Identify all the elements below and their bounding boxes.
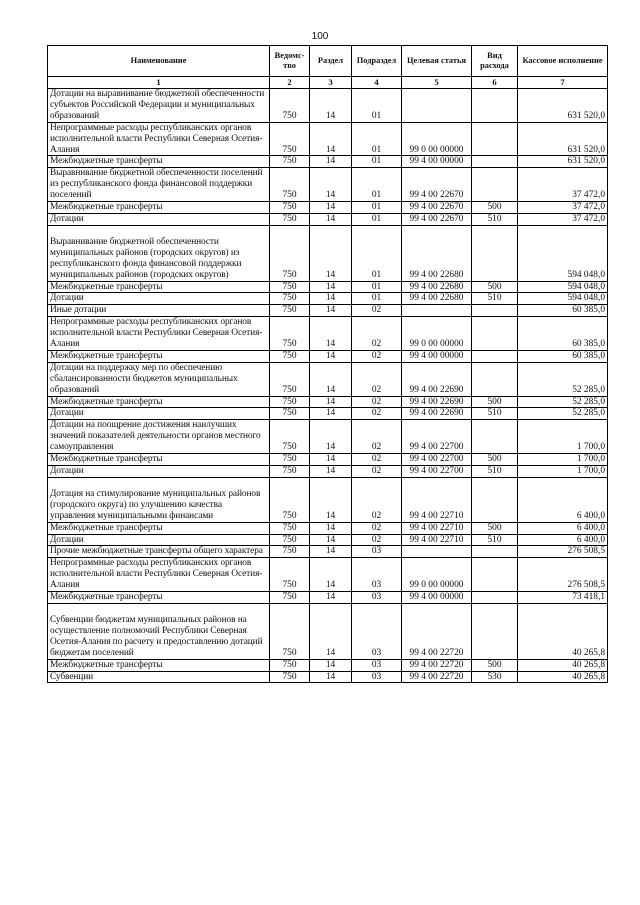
row-expense-type bbox=[472, 122, 518, 156]
row-expense-type bbox=[472, 546, 518, 558]
row-target-article: 99 4 00 22680 bbox=[402, 293, 472, 305]
row-expense-type: 500 bbox=[472, 202, 518, 214]
row-vedomstvo: 750 bbox=[270, 592, 310, 604]
row-vedomstvo: 750 bbox=[270, 89, 310, 123]
table-row bbox=[48, 546, 608, 558]
row-podrazdel: 02 bbox=[352, 305, 402, 317]
row-target-article: 99 4 00 22690 bbox=[402, 362, 472, 396]
col-number: 2 bbox=[270, 77, 310, 89]
row-amount: 276 508,5 bbox=[518, 546, 608, 558]
row-name: Дотации на поощрение достижения наилучших значений показателей деятельности органов местного самоуправления bbox=[48, 420, 270, 454]
col-header-vedomstvo: Ведомс-тво bbox=[270, 46, 310, 77]
row-vedomstvo: 750 bbox=[270, 558, 310, 592]
row-razdel: 14 bbox=[310, 477, 352, 522]
table-row bbox=[48, 213, 608, 225]
table-row bbox=[48, 89, 608, 123]
row-razdel: 14 bbox=[310, 225, 352, 281]
row-podrazdel: 01 bbox=[352, 202, 402, 214]
row-amount: 631 520,0 bbox=[518, 122, 608, 156]
row-podrazdel: 02 bbox=[352, 396, 402, 408]
row-name: Дотации bbox=[48, 466, 270, 478]
row-name: Непрограммные расходы республиканских органов исполнительной власти Республики Северная Осетия-Алания bbox=[48, 122, 270, 156]
row-amount: 594 048,0 bbox=[518, 281, 608, 293]
row-vedomstvo: 750 bbox=[270, 122, 310, 156]
row-amount: 6 400,0 bbox=[518, 522, 608, 534]
row-vedomstvo: 750 bbox=[270, 396, 310, 408]
row-razdel: 14 bbox=[310, 305, 352, 317]
col-header-razdel: Раздел bbox=[310, 46, 352, 77]
row-vedomstvo: 750 bbox=[270, 454, 310, 466]
col-header-expense-type: Вид расхода bbox=[472, 46, 518, 77]
row-name-text: Выравнивание бюджетной обеспеченности муниципальных районов (городских округов) из республиканского фонда финансовой поддержки муниципальных районов (городских округов) bbox=[50, 236, 242, 280]
row-name: Межбюджетные трансферты bbox=[48, 156, 270, 168]
row-expense-type bbox=[472, 156, 518, 168]
table-row bbox=[48, 156, 608, 168]
row-vedomstvo: 750 bbox=[270, 420, 310, 454]
row-amount: 40 265,8 bbox=[518, 671, 608, 683]
table-row bbox=[48, 362, 608, 396]
row-vedomstvo: 750 bbox=[270, 362, 310, 396]
row-expense-type: 510 bbox=[472, 213, 518, 225]
row-expense-type: 500 bbox=[472, 396, 518, 408]
table-row bbox=[48, 225, 608, 281]
row-target-article: 99 4 00 22670 bbox=[402, 202, 472, 214]
row-podrazdel: 01 bbox=[352, 213, 402, 225]
row-name-text: Субвенции бюджетам муниципальных районов на осуществление полномочий Республики Северная Осетия-Алания по расчету и предоставлению дотаций бюджетам поселений bbox=[50, 614, 263, 658]
row-vedomstvo: 750 bbox=[270, 213, 310, 225]
row-podrazdel: 01 bbox=[352, 156, 402, 168]
col-header-podrazdel: Подраздел bbox=[352, 46, 402, 77]
row-podrazdel: 03 bbox=[352, 659, 402, 671]
col-number: 7 bbox=[518, 77, 608, 89]
col-number: 6 bbox=[472, 77, 518, 89]
row-razdel: 14 bbox=[310, 659, 352, 671]
row-target-article bbox=[402, 89, 472, 123]
row-target-article: 99 0 00 00000 bbox=[402, 317, 472, 351]
row-razdel: 14 bbox=[310, 202, 352, 214]
row-name: Субвенции bbox=[48, 671, 270, 683]
table-row bbox=[48, 305, 608, 317]
row-target-article: 99 0 00 00000 bbox=[402, 122, 472, 156]
row-amount: 1 700,0 bbox=[518, 466, 608, 478]
row-amount: 40 265,8 bbox=[518, 603, 608, 659]
table-row bbox=[48, 592, 608, 604]
row-name: Дотации bbox=[48, 293, 270, 305]
row-expense-type: 510 bbox=[472, 408, 518, 420]
row-vedomstvo: 750 bbox=[270, 168, 310, 202]
row-amount: 37 472,0 bbox=[518, 202, 608, 214]
row-vedomstvo: 750 bbox=[270, 202, 310, 214]
row-expense-type: 500 bbox=[472, 454, 518, 466]
table-row bbox=[48, 281, 608, 293]
table-row bbox=[48, 522, 608, 534]
row-razdel: 14 bbox=[310, 281, 352, 293]
row-podrazdel: 01 bbox=[352, 225, 402, 281]
row-target-article: 99 4 00 22680 bbox=[402, 281, 472, 293]
row-name: Дотации на выравнивание бюджетной обеспеченности субъектов Российской Федерации и муниципальных образований bbox=[48, 89, 270, 123]
table-row bbox=[48, 202, 608, 214]
row-vedomstvo: 750 bbox=[270, 671, 310, 683]
row-target-article: 99 4 00 22710 bbox=[402, 522, 472, 534]
row-expense-type bbox=[472, 350, 518, 362]
row-amount: 37 472,0 bbox=[518, 213, 608, 225]
row-expense-type bbox=[472, 420, 518, 454]
row-amount: 631 520,0 bbox=[518, 156, 608, 168]
row-expense-type bbox=[472, 558, 518, 592]
row-name: Выравнивание бюджетной обеспеченности поселений из республиканского фонда финансовой поддержки поселений bbox=[48, 168, 270, 202]
row-vedomstvo: 750 bbox=[270, 156, 310, 168]
table-row bbox=[48, 122, 608, 156]
row-razdel: 14 bbox=[310, 293, 352, 305]
row-amount: 40 265,8 bbox=[518, 659, 608, 671]
row-name: Межбюджетные трансферты bbox=[48, 522, 270, 534]
row-podrazdel: 03 bbox=[352, 592, 402, 604]
row-razdel: 14 bbox=[310, 420, 352, 454]
row-name: Межбюджетные трансферты bbox=[48, 281, 270, 293]
row-razdel: 14 bbox=[310, 592, 352, 604]
row-vedomstvo: 750 bbox=[270, 477, 310, 522]
row-name: Межбюджетные трансферты bbox=[48, 350, 270, 362]
row-podrazdel: 03 bbox=[352, 558, 402, 592]
row-name: Непрограммные расходы республиканских органов исполнительной власти Республики Северная Осетия-Алания bbox=[48, 317, 270, 351]
col-number: 4 bbox=[352, 77, 402, 89]
row-target-article: 99 4 00 22720 bbox=[402, 671, 472, 683]
table-row bbox=[48, 603, 608, 659]
row-podrazdel: 01 bbox=[352, 89, 402, 123]
row-amount: 60 385,0 bbox=[518, 350, 608, 362]
row-expense-type bbox=[472, 592, 518, 604]
row-expense-type bbox=[472, 362, 518, 396]
table-row bbox=[48, 477, 608, 522]
row-vedomstvo: 750 bbox=[270, 466, 310, 478]
col-number: 3 bbox=[310, 77, 352, 89]
row-razdel: 14 bbox=[310, 213, 352, 225]
row-amount: 1 700,0 bbox=[518, 454, 608, 466]
table-row bbox=[48, 659, 608, 671]
row-razdel: 14 bbox=[310, 454, 352, 466]
row-podrazdel: 02 bbox=[352, 454, 402, 466]
row-amount: 60 385,0 bbox=[518, 317, 608, 351]
row-razdel: 14 bbox=[310, 317, 352, 351]
row-razdel: 14 bbox=[310, 362, 352, 396]
row-name bbox=[48, 225, 270, 281]
table-row bbox=[48, 168, 608, 202]
row-vedomstvo: 750 bbox=[270, 281, 310, 293]
row-target-article: 99 4 00 22690 bbox=[402, 396, 472, 408]
row-target-article: 99 4 00 22720 bbox=[402, 603, 472, 659]
row-name: Межбюджетные трансферты bbox=[48, 454, 270, 466]
row-podrazdel: 02 bbox=[352, 522, 402, 534]
col-number: 5 bbox=[402, 77, 472, 89]
row-target-article: 99 4 00 22690 bbox=[402, 408, 472, 420]
col-header-target-article: Целевая статья bbox=[402, 46, 472, 77]
budget-table bbox=[47, 45, 608, 683]
row-vedomstvo: 750 bbox=[270, 534, 310, 546]
table-row bbox=[48, 396, 608, 408]
row-name: Прочие межбюджетные трансферты общего характера bbox=[48, 546, 270, 558]
row-name: Межбюджетные трансферты bbox=[48, 659, 270, 671]
row-target-article: 99 0 00 00000 bbox=[402, 558, 472, 592]
column-number-row bbox=[48, 77, 608, 89]
row-vedomstvo: 750 bbox=[270, 408, 310, 420]
col-number: 1 bbox=[48, 77, 270, 89]
row-amount: 6 400,0 bbox=[518, 534, 608, 546]
row-razdel: 14 bbox=[310, 408, 352, 420]
row-amount: 276 508,5 bbox=[518, 558, 608, 592]
table-row bbox=[48, 420, 608, 454]
row-podrazdel: 02 bbox=[352, 317, 402, 351]
row-podrazdel: 02 bbox=[352, 420, 402, 454]
row-name: Межбюджетные трансферты bbox=[48, 396, 270, 408]
row-podrazdel: 01 bbox=[352, 122, 402, 156]
row-target-article: 99 4 00 00000 bbox=[402, 592, 472, 604]
row-target-article: 99 4 00 22700 bbox=[402, 454, 472, 466]
row-expense-type bbox=[472, 317, 518, 351]
row-vedomstvo: 750 bbox=[270, 317, 310, 351]
row-podrazdel: 03 bbox=[352, 546, 402, 558]
row-name: Дотации на поддержку мер по обеспечению сбалансированности бюджетов муниципальных образований bbox=[48, 362, 270, 396]
row-name: Иные дотации bbox=[48, 305, 270, 317]
row-target-article: 99 4 00 00000 bbox=[402, 350, 472, 362]
row-vedomstvo: 750 bbox=[270, 225, 310, 281]
header-row bbox=[48, 46, 608, 77]
row-razdel: 14 bbox=[310, 534, 352, 546]
row-podrazdel: 02 bbox=[352, 477, 402, 522]
row-razdel: 14 bbox=[310, 522, 352, 534]
row-target-article: 99 4 00 22700 bbox=[402, 466, 472, 478]
row-podrazdel: 01 bbox=[352, 293, 402, 305]
row-name: Межбюджетные трансферты bbox=[48, 202, 270, 214]
row-vedomstvo: 750 bbox=[270, 305, 310, 317]
row-name bbox=[48, 477, 270, 522]
row-expense-type bbox=[472, 89, 518, 123]
row-name bbox=[48, 603, 270, 659]
table-body bbox=[48, 89, 608, 683]
row-target-article bbox=[402, 305, 472, 317]
row-expense-type bbox=[472, 603, 518, 659]
row-razdel: 14 bbox=[310, 603, 352, 659]
row-amount: 52 285,0 bbox=[518, 396, 608, 408]
row-name: Непрограммные расходы республиканских органов исполнительной власти Республики Северная Осетия-Алания bbox=[48, 558, 270, 592]
row-expense-type: 530 bbox=[472, 671, 518, 683]
row-podrazdel: 03 bbox=[352, 671, 402, 683]
table-row bbox=[48, 293, 608, 305]
row-target-article: 99 4 00 22670 bbox=[402, 168, 472, 202]
row-amount: 6 400,0 bbox=[518, 477, 608, 522]
row-target-article: 99 4 00 22680 bbox=[402, 225, 472, 281]
row-amount: 594 048,0 bbox=[518, 225, 608, 281]
row-target-article: 99 4 00 00000 bbox=[402, 156, 472, 168]
row-vedomstvo: 750 bbox=[270, 293, 310, 305]
row-amount: 631 520,0 bbox=[518, 89, 608, 123]
row-target-article: 99 4 00 22700 bbox=[402, 420, 472, 454]
row-podrazdel: 02 bbox=[352, 408, 402, 420]
row-razdel: 14 bbox=[310, 546, 352, 558]
row-expense-type bbox=[472, 477, 518, 522]
row-vedomstvo: 750 bbox=[270, 522, 310, 534]
row-name-text: Дотация на стимулирование муниципальных районов (городского округа) по улучшению качества управления муниципальными финансами bbox=[50, 488, 261, 521]
row-razdel: 14 bbox=[310, 89, 352, 123]
row-expense-type bbox=[472, 168, 518, 202]
row-vedomstvo: 750 bbox=[270, 659, 310, 671]
page-number: 100 bbox=[311, 31, 329, 42]
row-podrazdel: 02 bbox=[352, 534, 402, 546]
row-expense-type: 510 bbox=[472, 534, 518, 546]
row-target-article: 99 4 00 22710 bbox=[402, 534, 472, 546]
row-amount: 37 472,0 bbox=[518, 168, 608, 202]
row-expense-type: 500 bbox=[472, 659, 518, 671]
row-expense-type: 500 bbox=[472, 281, 518, 293]
row-razdel: 14 bbox=[310, 156, 352, 168]
table-row bbox=[48, 350, 608, 362]
row-expense-type: 500 bbox=[472, 522, 518, 534]
row-vedomstvo: 750 bbox=[270, 350, 310, 362]
row-razdel: 14 bbox=[310, 350, 352, 362]
row-razdel: 14 bbox=[310, 466, 352, 478]
row-podrazdel: 02 bbox=[352, 350, 402, 362]
table-row bbox=[48, 534, 608, 546]
row-amount: 60 385,0 bbox=[518, 305, 608, 317]
row-name: Дотации bbox=[48, 213, 270, 225]
row-amount: 594 048,0 bbox=[518, 293, 608, 305]
table-row bbox=[48, 466, 608, 478]
row-razdel: 14 bbox=[310, 558, 352, 592]
table-row bbox=[48, 671, 608, 683]
row-vedomstvo: 750 bbox=[270, 603, 310, 659]
row-razdel: 14 bbox=[310, 122, 352, 156]
row-podrazdel: 01 bbox=[352, 168, 402, 202]
row-amount: 73 418,1 bbox=[518, 592, 608, 604]
row-razdel: 14 bbox=[310, 168, 352, 202]
row-amount: 1 700,0 bbox=[518, 420, 608, 454]
row-podrazdel: 03 bbox=[352, 603, 402, 659]
row-expense-type bbox=[472, 305, 518, 317]
table-row bbox=[48, 454, 608, 466]
col-header-cash-execution: Кассовое исполнение bbox=[518, 46, 608, 77]
row-podrazdel: 02 bbox=[352, 466, 402, 478]
row-target-article bbox=[402, 546, 472, 558]
row-name: Дотации bbox=[48, 534, 270, 546]
col-header-name: Наименование bbox=[48, 46, 270, 77]
row-target-article: 99 4 00 22720 bbox=[402, 659, 472, 671]
row-amount: 52 285,0 bbox=[518, 362, 608, 396]
row-amount: 52 285,0 bbox=[518, 408, 608, 420]
row-razdel: 14 bbox=[310, 671, 352, 683]
row-name: Дотации bbox=[48, 408, 270, 420]
row-expense-type: 510 bbox=[472, 466, 518, 478]
table-row bbox=[48, 558, 608, 592]
row-target-article: 99 4 00 22670 bbox=[402, 213, 472, 225]
row-razdel: 14 bbox=[310, 396, 352, 408]
table-row bbox=[48, 317, 608, 351]
row-expense-type: 510 bbox=[472, 293, 518, 305]
row-name: Межбюджетные трансферты bbox=[48, 592, 270, 604]
row-vedomstvo: 750 bbox=[270, 546, 310, 558]
row-podrazdel: 01 bbox=[352, 281, 402, 293]
row-expense-type bbox=[472, 225, 518, 281]
row-target-article: 99 4 00 22710 bbox=[402, 477, 472, 522]
table-row bbox=[48, 408, 608, 420]
row-podrazdel: 02 bbox=[352, 362, 402, 396]
